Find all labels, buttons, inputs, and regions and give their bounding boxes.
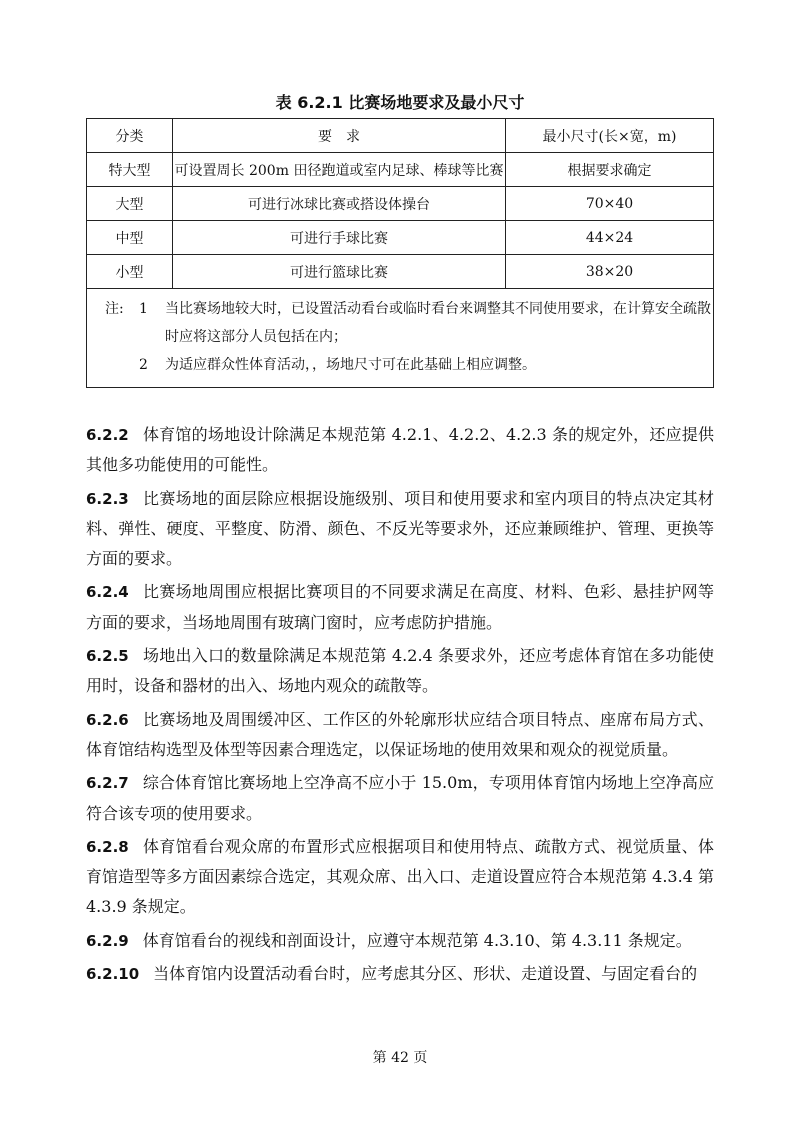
- note-text: 为适应群众性体育活动，，场地尺寸可在此基础上相应调整。: [165, 357, 536, 373]
- clause-text: 综合体育馆比赛场地上空净高不应小于 15.0m，专项用体育馆内场地上空净高应符合该专项的使用要求。: [86, 773, 714, 823]
- clause-number: 6.2.7: [86, 774, 129, 793]
- table-row: [87, 221, 714, 255]
- clause-number: 6.2.9: [86, 931, 129, 950]
- category-cell: 特大型: [87, 153, 173, 187]
- size-cell: 44×24: [506, 221, 714, 255]
- clause-text: 体育馆的场地设计除满足本规范第 4.2.1、4.2.2、4.2.3 条的规定外，还应提供其他多功能使用的可能性。: [86, 425, 714, 475]
- note-text: 当比赛场地较大时，已设置活动看台或临时看台来调整其不同使用要求，在计算安全疏散: [165, 301, 711, 317]
- clause-number: 6.2.4: [86, 583, 129, 602]
- table-row: [87, 255, 714, 289]
- clause-number: 6.2.6: [86, 710, 129, 729]
- clause: [86, 484, 714, 575]
- size-cell: 根据要求确定: [506, 153, 714, 187]
- clause-number: 6.2.3: [86, 489, 129, 508]
- clause: [86, 768, 714, 829]
- clause-text: 比赛场地周围应根据比赛项目的不同要求满足在高度、材料、色彩、悬挂护网等方面的要求，当场地周围有玻璃门窗时，应考虑防护措施。: [86, 582, 714, 632]
- category-cell: 小型: [87, 255, 173, 289]
- header-cell: 最小尺寸(长×宽，m): [506, 119, 714, 153]
- page-number: 第 42 页: [372, 1050, 428, 1066]
- table-caption: 表 6.2.1 比赛场地要求及最小尺寸: [275, 93, 525, 112]
- clause-text: 比赛场地及周围缓冲区、工作区的外轮廓形状应结合项目特点、座席布局方式、体育馆结构选型及体型等因素合理选定，以保证场地的使用效果和观众的视觉质量。: [86, 709, 714, 759]
- clause: [86, 577, 714, 638]
- clause: [86, 959, 714, 989]
- table-header-row: [87, 119, 714, 153]
- clause: [86, 832, 714, 923]
- notes-label: 注:: [105, 301, 124, 317]
- table-row: [87, 187, 714, 221]
- note-number: 1: [139, 301, 148, 317]
- size-cell: 38×20: [506, 255, 714, 289]
- table-notes-row: [87, 289, 714, 388]
- category-cell: 大型: [87, 187, 173, 221]
- category-cell: 中型: [87, 221, 173, 255]
- clause-list: [86, 420, 714, 992]
- clause-text: 体育馆看台观众席的布置形式应根据项目和使用特点、疏散方式、视觉质量、体育馆造型等多方面因素综合选定，其观众席、出入口、走道设置应符合本规范第 4.3.4 第 4.3.9 条规定。: [86, 836, 714, 917]
- requirement-cell: 可设置周长 200m 田径跑道或室内足球、棒球等比赛: [173, 153, 506, 187]
- requirement-cell: 可进行篮球比赛: [173, 255, 506, 289]
- note-1: [105, 295, 711, 323]
- clause-text: 比赛场地的面层除应根据设施级别、项目和使用要求和室内项目的特点决定其材料、弹性、硬度、平整度、防滑、颜色、不反光等要求外，还应兼顾维护、管理、更换等方面的要求。: [86, 488, 714, 569]
- clause-number: 6.2.10: [86, 965, 140, 984]
- note-number: 2: [139, 357, 148, 373]
- clause-text: 当体育馆内设置活动看台时，应考虑其分区、形状、走道设置、与固定看台的: [153, 964, 698, 984]
- table-notes: [87, 289, 714, 388]
- clause: [86, 641, 714, 702]
- size-cell: 70×40: [506, 187, 714, 221]
- clause: [86, 420, 714, 481]
- note-1-continuation: 时应将这部分人员包括在内；: [165, 329, 347, 345]
- clause-number: 6.2.2: [86, 426, 129, 444]
- requirement-cell: 可进行冰球比赛或搭设体操台: [173, 187, 506, 221]
- clause-number: 6.2.8: [86, 837, 129, 856]
- venue-size-table: [86, 118, 714, 388]
- clause-text: 场地出入口的数量除满足本规范第 4.2.4 条要求外，还应考虑体育馆在多功能使用时，设备和器材的出入、场地内观众的疏散等。: [86, 646, 714, 696]
- header-cell: 分类: [87, 119, 173, 153]
- note-2: [105, 351, 703, 379]
- clause: [86, 926, 714, 956]
- clause: [86, 705, 714, 766]
- table-row: [87, 153, 714, 187]
- requirement-cell: 可进行手球比赛: [173, 221, 506, 255]
- clause-text: 体育馆看台的视线和剖面设计，应遵守本规范第 4.3.10、第 4.3.11 条规定。: [142, 930, 692, 950]
- header-cell: 要 求: [173, 119, 506, 153]
- clause-number: 6.2.5: [86, 647, 129, 666]
